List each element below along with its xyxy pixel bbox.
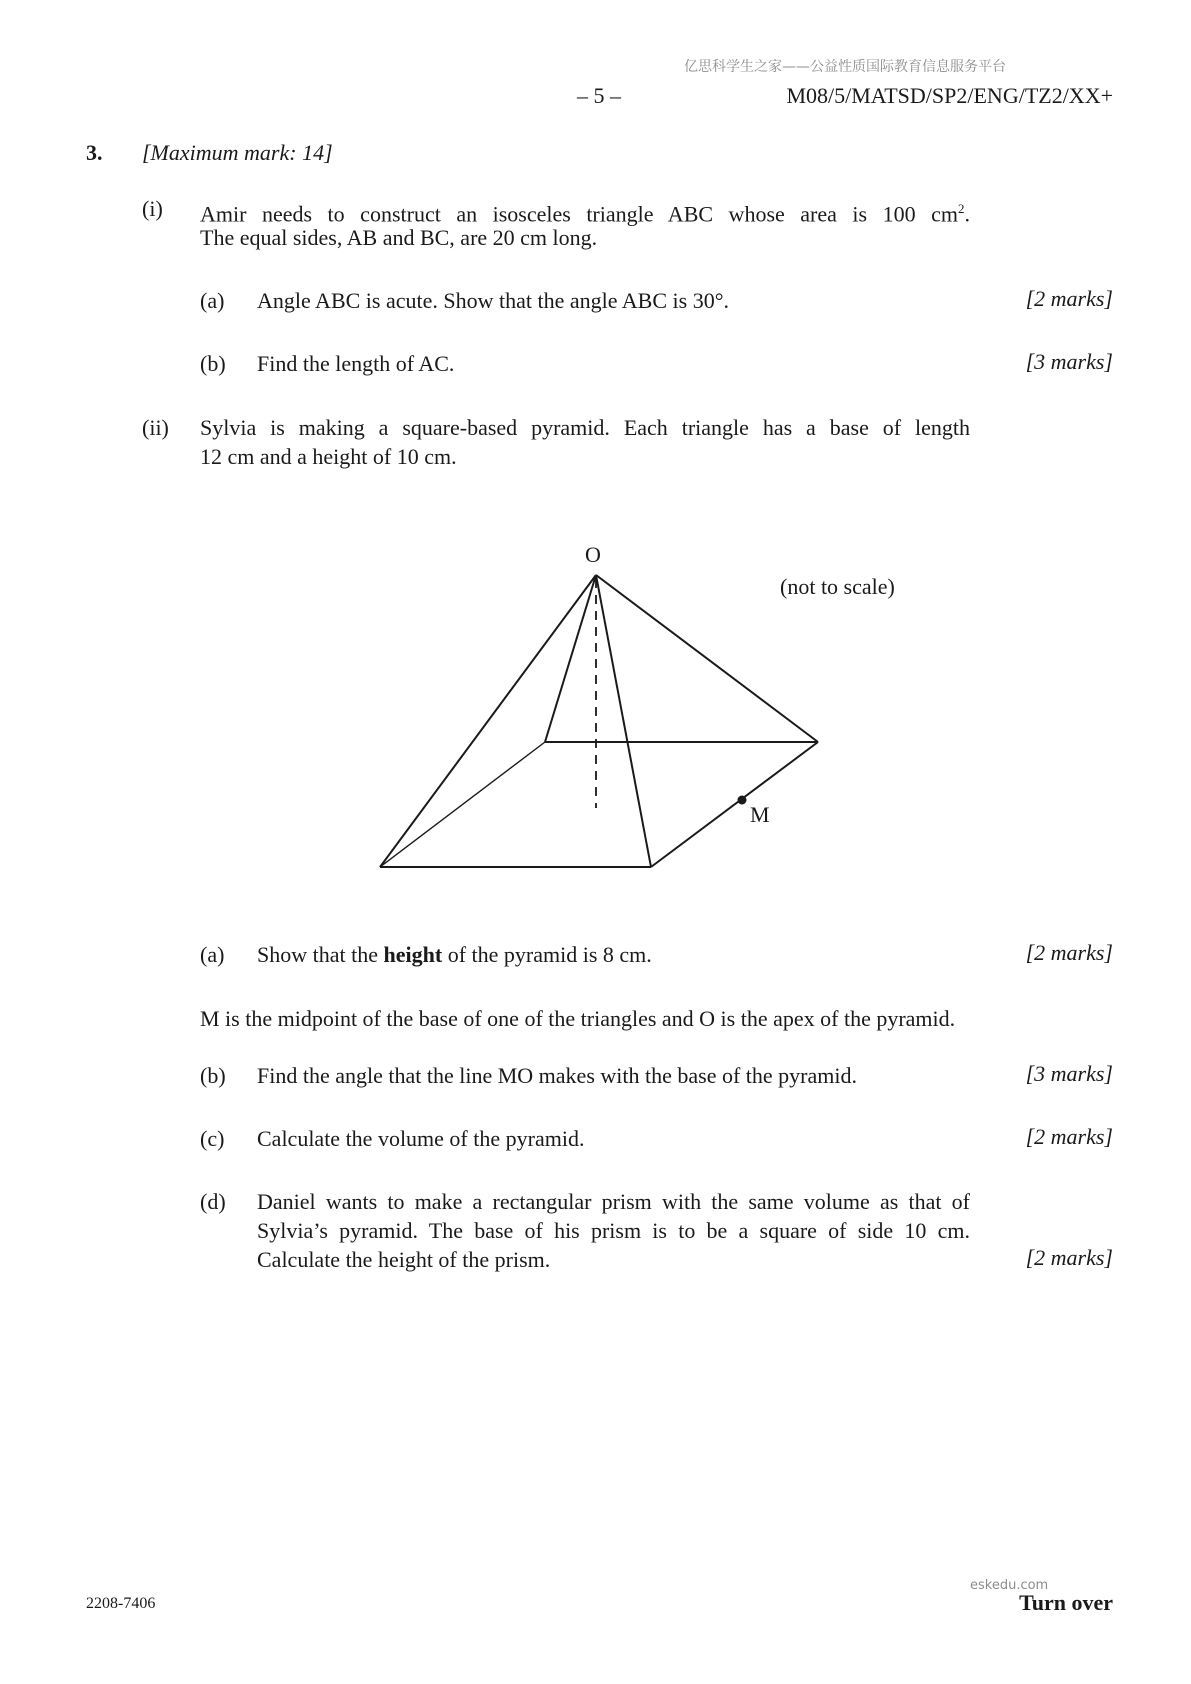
part-ii-line1: Sylvia is making a square-based pyramid. Each triangle has a base of length [200, 415, 970, 440]
part-i-a-label: (a) [200, 288, 225, 313]
paper-code: M08/5/MATSD/SP2/ENG/TZ2/XX+ [786, 83, 1113, 108]
part-ii-d-line2: Sylvia’s pyramid. The base of his prism is to be a square of side 10 cm. [257, 1218, 970, 1243]
question-number: 3. [86, 140, 103, 165]
height-bold-word: height [383, 942, 443, 967]
part-ii-b-marks: [3 marks] [1025, 1061, 1113, 1086]
turn-over: Turn over [1019, 1590, 1113, 1615]
watermark-top: 亿思科学生之家——公益性质国际教育信息服务平台 [684, 59, 1006, 75]
part-ii-a-text: Show that the height of the pyramid is 8 cm. [257, 942, 652, 967]
part-ii-d-line1: Daniel wants to make a rectangular prism with the same volume as that of [257, 1189, 970, 1214]
part-i-line2: The equal sides, AB and BC, are 20 cm long. [200, 225, 598, 250]
edge-apex-front-right [596, 575, 651, 867]
part-ii-d-label: (d) [200, 1189, 226, 1214]
watermark-bottom: eskedu.com [970, 1578, 1049, 1593]
document-code: 2208-7406 [86, 1595, 156, 1612]
part-ii-a-label: (a) [200, 942, 225, 967]
edge-base-left [380, 742, 545, 867]
part-ii-c-marks: [2 marks] [1025, 1124, 1113, 1149]
midpoint-label-m: M [750, 802, 770, 827]
part-ii-note: M is the midpoint of the base of one of the triangles and O is the apex of the pyramid. [200, 1006, 956, 1031]
edge-apex-back-right [596, 575, 818, 742]
not-to-scale-note: (not to scale) [780, 574, 895, 599]
part-ii-a-marks: [2 marks] [1025, 940, 1113, 965]
part-i-b-label: (b) [200, 351, 226, 376]
part-ii-line2: 12 cm and a height of 10 cm. [200, 444, 457, 469]
part-i-line1: Amir needs to construct an isosceles triangle ABC whose area is 100 $cm^2$. [200, 201, 970, 227]
page-number: – 5 – [577, 83, 621, 108]
part-ii-d-line3: Calculate the height of the prism. [257, 1247, 551, 1272]
superscript-2: 2 [958, 201, 965, 216]
part-ii-c-text: Calculate the volume of the pyramid. [257, 1126, 585, 1151]
max-mark: [Maximum mark: 14] [142, 140, 333, 165]
part-ii-c-label: (c) [200, 1126, 225, 1151]
part-i-label: (i) [142, 196, 163, 221]
apex-label-o: O [585, 542, 601, 567]
part-ii-b-text: Find the angle that the line MO makes with the base of the pyramid. [257, 1063, 857, 1088]
edge-apex-front-left [380, 575, 596, 867]
part-i-b-marks: [3 marks] [1025, 349, 1113, 374]
part-i-a-text: Angle ABC is acute. Show that the angle ABC is 30°. [257, 288, 729, 313]
part-ii-d-marks: [2 marks] [1025, 1245, 1113, 1270]
part-ii-b-label: (b) [200, 1063, 226, 1088]
part-ii-label: (ii) [142, 415, 169, 440]
midpoint-m-dot [738, 796, 747, 805]
part-i-a-marks: [2 marks] [1025, 286, 1113, 311]
edge-apex-back-left [545, 575, 596, 742]
part-i-b-text: Find the length of AC. [257, 351, 455, 376]
edge-base-right [651, 742, 818, 867]
